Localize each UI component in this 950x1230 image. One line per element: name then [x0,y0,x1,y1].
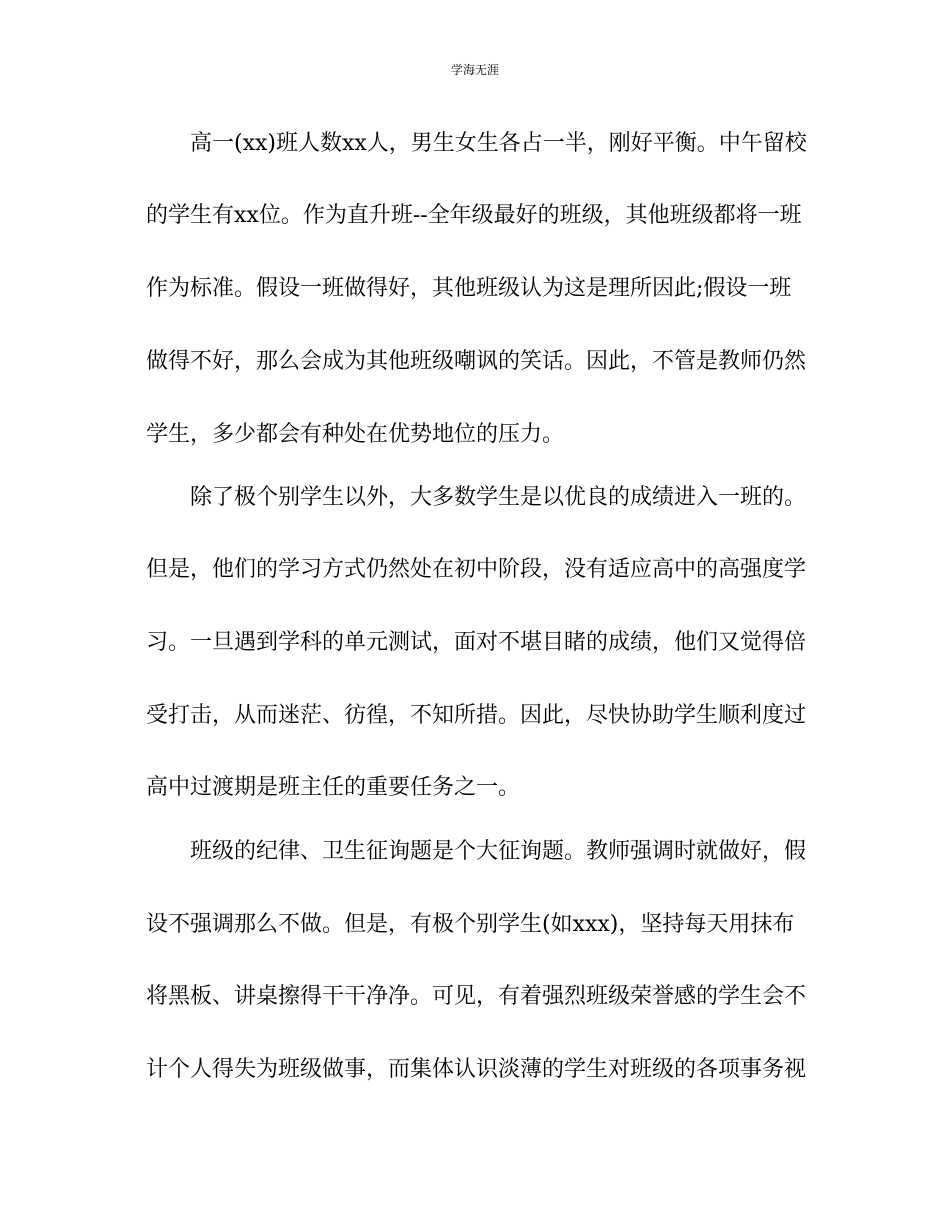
text-line: 高一(xx)班人数xx人，男生女生各占一半，刚好平衡。中午留校 [146,131,807,156]
text-line: 但是，他们的学习方式仍然处在初中阶段，没有适应高中的高强度学 [146,557,807,582]
text-line: 除了极个别学生以外，大多数学生是以优良的成绩进入一班的。 [146,485,807,510]
page-header: 学海无涯 [450,63,499,77]
text-line: 设不强调那么不做。但是，有极个别学生(如xxx)，坚持每天用抹布 [146,912,795,937]
text-line: 计个人得失为班级做事，而集体认识淡薄的学生对班级的各项事务视 [146,1057,807,1082]
text-line: 做得不好，那么会成为其他班级嘲讽的笑话。因此，不管是教师仍然 [146,349,807,374]
text-line: 受打击，从而迷茫、彷徨，不知所措。因此，尽快协助学生顺利度过 [146,703,807,728]
text-line: 学生，多少都会有种处在优势地位的压力。 [146,422,565,447]
text-line: 作为标准。假设一班做得好，其他班级认为这是理所因此;假设一班 [146,276,792,301]
text-line: 将黑板、讲桌擦得干干净净。可见，有着强烈班级荣誉感的学生会不 [146,984,807,1009]
text-line: 班级的纪律、卫生征询题是个大征询题。教师强调时就做好，假 [146,839,807,864]
text-line: 高中过渡期是班主任的重要任务之一。 [146,775,521,800]
text-line: 的学生有xx位。作为直升班--全年级最好的班级，其他班级都将一班 [146,203,802,228]
text-line: 习。一旦遇到学科的单元测试，面对不堪目睹的成绩，他们又觉得倍 [146,630,807,655]
